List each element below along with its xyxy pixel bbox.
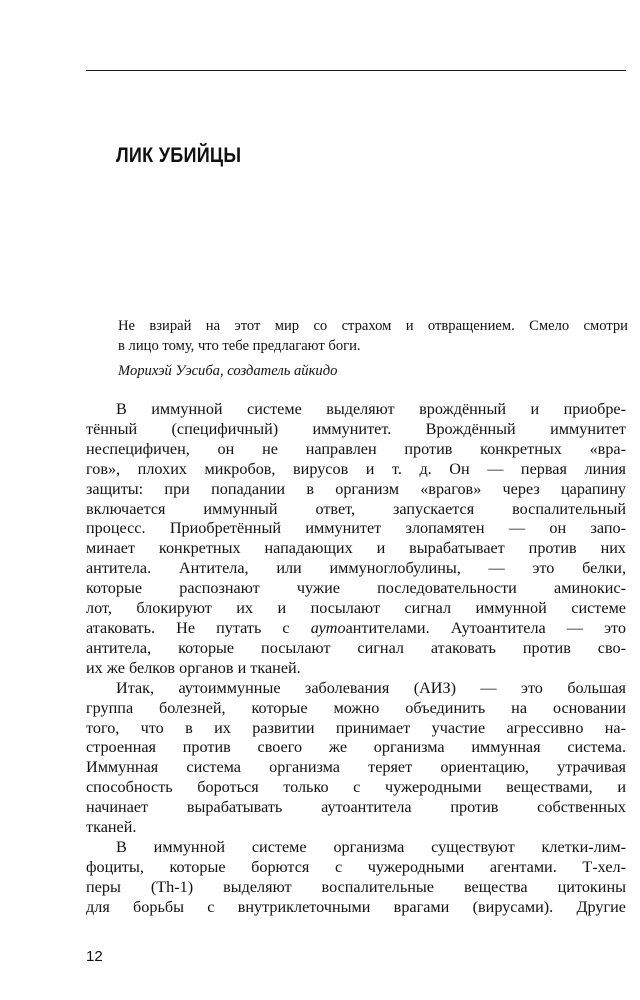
text-line: строенная против своего же организма иммунная система.: [86, 738, 626, 757]
page-number: 12: [86, 948, 103, 965]
text-line: для борьбы с внутриклеточными врагами (вирусами). Другие: [86, 897, 626, 916]
text-line: их же белков органов и тканей.: [86, 658, 301, 677]
text-fragment: атаковать. Не путать с: [86, 618, 311, 637]
epigraph-line: в лицо тому, что тебе предлагают боги.: [118, 337, 361, 354]
text-line: которые распознают чужие последовательности аминокис-: [86, 579, 626, 598]
text-line: того, что в их развитии принимает участие агрессивно на-: [86, 718, 626, 737]
chapter-title: ЛИК УБИЙЦЫ: [116, 144, 242, 167]
text-line: В иммунной системе организма существуют клетки-лим-: [116, 837, 626, 856]
text-line: антитела, которые посылают сигнал атаковать против сво-: [86, 638, 626, 657]
text-line: Иммунная система организма теряет ориентацию, утрачивая: [86, 758, 626, 777]
text-fragment: антителами. Аутоантитела — это: [345, 618, 626, 637]
text-line: процесс. Приобретённый иммунитет злопамятен — он запо-: [86, 519, 626, 538]
epigraph-line: Не взирай на этот мир со страхом и отвращением. Смело смотри: [118, 318, 628, 334]
text-line: защиты: при попадании в организм «врагов» через царапину: [86, 479, 626, 498]
text-line: лот, блокируют их и посылают сигнал иммунной системе: [86, 599, 626, 618]
epigraph-quote: [118, 317, 628, 356]
text-line: минает конкретных нападающих и вырабатывает против них: [86, 539, 626, 558]
epigraph: [118, 317, 628, 382]
text-line: [86, 619, 626, 639]
text-line: фоциты, которые борются с чужеродными агентами. Т-хел-: [86, 857, 626, 876]
text-line: гов», плохих микробов, вирусов и т. д. Он — первая линия: [86, 459, 626, 478]
text-line: способность бороться только с чужеродными веществами, и: [86, 778, 626, 797]
header-rule: [86, 70, 626, 71]
text-line: неспецифичен, он не направлен против конкретных «вра-: [86, 439, 626, 458]
body-text: [86, 400, 626, 918]
text-line: начинает вырабатывать аутоантитела против собственных: [86, 798, 626, 817]
text-line: Итак, аутоиммунные заболевания (АИЗ) — это большая: [116, 678, 626, 697]
text-line: перы (Th-1) выделяют воспалительные вещества цитокины: [86, 877, 626, 896]
text-line: группа болезней, которые можно объединить на основании: [86, 698, 626, 717]
paragraph-1: [86, 400, 626, 679]
italic-emphasis: ауто: [310, 618, 346, 637]
text-line: В иммунной системе выделяют врождённый и приобре-: [116, 400, 626, 418]
paragraph-2: [86, 679, 626, 838]
text-line: антитела. Антитела, или иммуноглобулины, — это белки,: [86, 559, 626, 578]
epigraph-author: Морихэй Уэсиба, создатель айкидо: [118, 363, 338, 379]
text-line: тканей.: [86, 818, 137, 837]
paragraph-3: [86, 838, 626, 918]
text-line: включается иммунный ответ, запускается воспалительный: [86, 499, 626, 518]
text-line: тённый (специфичный) иммунитет. Врождённый иммунитет: [86, 419, 626, 438]
